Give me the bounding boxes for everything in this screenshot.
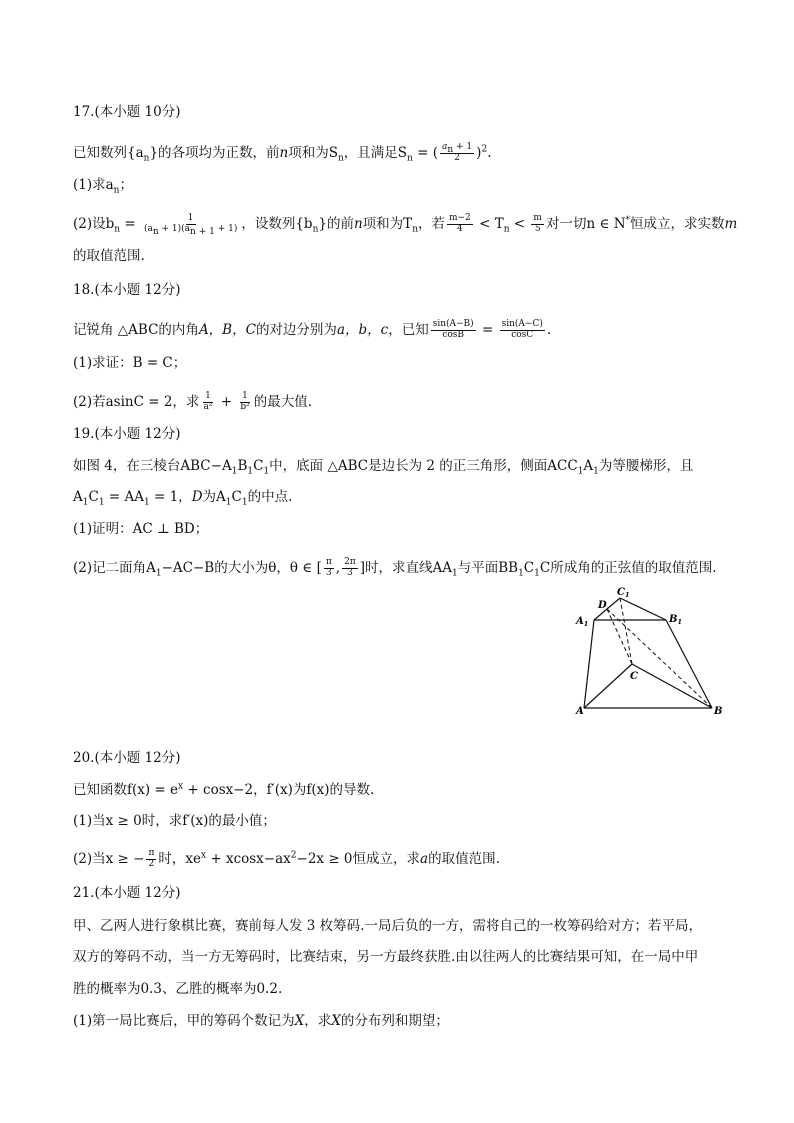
q18-heading: 18.(本小题 12分): [73, 282, 181, 298]
q17-part2-cont: 的取值范围.: [73, 248, 145, 264]
edge-ac: [584, 664, 632, 708]
frustum-figure: [572, 584, 732, 718]
q17-bn-fraction: $\frac{1}{(a_n + 1)(a_{n + 1} + 1)}$: [143, 213, 238, 237]
q18-stem: 记锐角 △ABC的内角A，B，C的对边分别为a，b，c，已知 $\frac{\sin(A-B)}{\cos B}$ = $\frac{\sin(A-C)}{\cos C}$ .: [73, 319, 552, 340]
q18-inv-b: $\frac{1}{\text{b²}}$: [240, 391, 250, 412]
label-c: C: [630, 671, 638, 682]
label-a: A: [576, 706, 584, 717]
q17-lower-fraction: $\frac{m-2}{4}$: [448, 213, 471, 234]
label-c1: $C_1$: [617, 587, 630, 599]
segment-dc: [607, 609, 632, 664]
q20-heading: 20.(本小题 12分): [73, 750, 181, 766]
q20-stem: 已知函数$f(x) = e^x + \cos x-2$，f′(x)为f(x)的导数.: [73, 781, 375, 798]
label-d: D: [598, 600, 607, 611]
frustum-diagram: [572, 584, 732, 718]
q21-stem-line3: 胜的概率为0.3、乙胜的概率为0.2.: [73, 981, 283, 997]
q20-part1: (1)当x ≥ 0时，求f′(x)的最小值；: [73, 813, 276, 829]
q19-part2: (2)记二面角$A_1-AC-B$的大小为θ，θ ∈ [ $\frac{\pi}{3}$ , $\frac{2\pi}{3}$ ]时，求直线$AA_1$与平面$BB_1C_1C$所成角的正弦值的取值范围.: [73, 557, 717, 579]
q21-stem-line2: 双方的筹码不动，当一方无筹码时，比赛结束，另一方最终获胜.由以往两人的比赛结果可知，在一局中甲: [73, 949, 699, 965]
q18-fraction-2: $\frac{\sin(A-C)}{\cos C}$: [501, 319, 543, 340]
q17-fraction: $\frac{a_n + 1}{2}$: [442, 142, 473, 163]
q17-heading: 17.(本小题 10分): [73, 104, 181, 120]
label-b1: $B_1$: [669, 614, 682, 626]
q18-part1: (1)求证：B = C；: [73, 355, 187, 371]
q19-heading: 19.(本小题 12分): [73, 426, 181, 442]
q17-upper-fraction: $\frac{m}{5}$: [533, 213, 542, 234]
q20-part2: (2)当x ≥ − $\frac{\pi}{2}$ 时，$xe^x + xcosx-ax^2-2x \ge 0$恒成立，求a的取值范围.: [73, 848, 500, 869]
q19-stem-line1: 如图 4，在三棱台$ABC-A_1B_1C_1$中，底面 △ABC是边长为 2 的正三角形，侧面$ACC_1A_1$为等腰梯形，且: [73, 458, 694, 477]
q17-stem: 已知数列$\{a_n\}$的各项均为正数，前n项和为$S_n$，且满足$S_n$ = ( $\frac{a_n + 1}{2}$ )$^2$.: [73, 142, 492, 164]
q20-pi-half: $\frac{\pi}{2}$: [148, 848, 155, 869]
label-b: B: [714, 706, 723, 717]
edge-c1b1: [620, 598, 666, 620]
q19-two-pi-third: $\frac{2\pi}{3}$: [344, 557, 356, 578]
q18-inv-a: $\frac{1}{\text{a²}}$: [203, 391, 213, 412]
q17-part2: (2)设$b_n$ = $\frac{1}{(a_n + 1)(a_{n + 1} + 1)}$ ，设数列$\{b_n\}$的前n项和为$T_n$，若 $\frac{m-2}{4}$ < $T_n$ < $\frac{m}{5}$ 对一切n ∈ N*恒成立，求实数m: [73, 213, 738, 237]
segment-db: [607, 609, 712, 708]
q21-part1: (1)第一局比赛后，甲的筹码个数记为X，求X的分布列和期望；: [73, 1013, 449, 1029]
q18-fraction-1: $\frac{\sin(A-B)}{\cos B}$: [432, 319, 474, 340]
q21-stem-line1: 甲、乙两人进行象棋比赛，赛前每人发 3 枚筹码.一局后负的一方，需将自己的一枚筹码给对方；若平局，: [73, 918, 702, 934]
q19-part1: (1)证明：AC ⊥ BD；: [73, 521, 209, 537]
edge-a1a: [584, 620, 594, 708]
q19-pi-third: $\frac{\pi}{3}$: [325, 557, 332, 578]
q21-heading: 21.(本小题 12分): [73, 885, 181, 901]
label-a1: $A_1$: [576, 616, 589, 628]
q18-part2: (2)若asinC = 2，求 $\frac{1}{\text{a²}}$ + $\frac{1}{\text{b²}}$ 的最大值.: [73, 391, 312, 412]
q19-stem-line2: $A_1C_1 = AA_1 = 1$，D为$A_1C_1$的中点.: [73, 489, 293, 508]
q17-part1: (1)求$a_n$；: [73, 177, 133, 196]
